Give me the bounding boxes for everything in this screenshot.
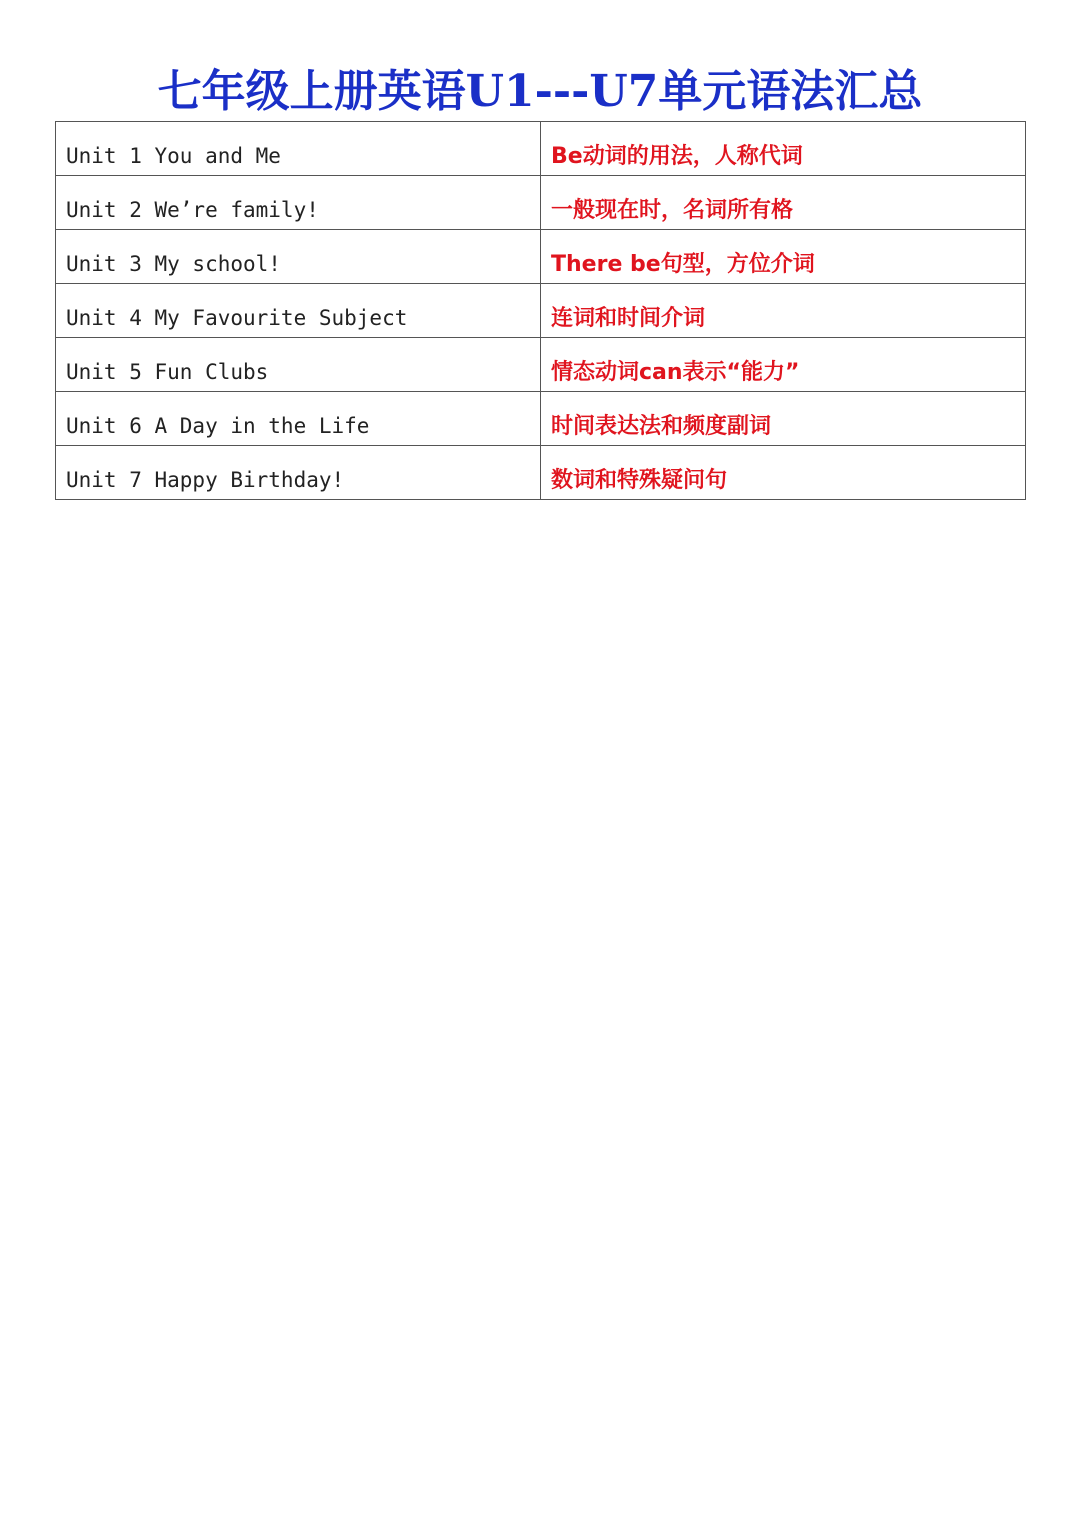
unit-name-cell: Unit 1 You and Me xyxy=(56,122,541,176)
grammar-topic-cell: 时间表达法和频度副词 xyxy=(541,392,1026,446)
table-row xyxy=(56,284,1026,338)
unit-name-cell: Unit 5 Fun Clubs xyxy=(56,338,541,392)
grammar-topic-cell: 情态动词can表示“能力” xyxy=(541,338,1026,392)
grammar-topic-cell: Be动词的用法，人称代词 xyxy=(541,122,1026,176)
unit-name-cell: Unit 6 A Day in the Life xyxy=(56,392,541,446)
unit-name-cell: Unit 4 My Favourite Subject xyxy=(56,284,541,338)
table-row xyxy=(56,446,1026,500)
grammar-topic-cell: There be句型，方位介词 xyxy=(541,230,1026,284)
grammar-topic-cell: 连词和时间介词 xyxy=(541,284,1026,338)
table-row xyxy=(56,230,1026,284)
grammar-topic-cell: 一般现在时，名词所有格 xyxy=(541,176,1026,230)
table-row xyxy=(56,392,1026,446)
unit-name-cell: Unit 3 My school! xyxy=(56,230,541,284)
unit-name-cell: Unit 2 We’re family! xyxy=(56,176,541,230)
document-title: 七年级上册英语U1---U7单元语法汇总 xyxy=(157,66,923,117)
table-row xyxy=(56,122,1026,176)
grammar-topic-cell: 数词和特殊疑问句 xyxy=(541,446,1026,500)
table-row xyxy=(56,176,1026,230)
unit-name-cell: Unit 7 Happy Birthday! xyxy=(56,446,541,500)
table-row xyxy=(56,338,1026,392)
grammar-summary-table xyxy=(55,121,1026,500)
